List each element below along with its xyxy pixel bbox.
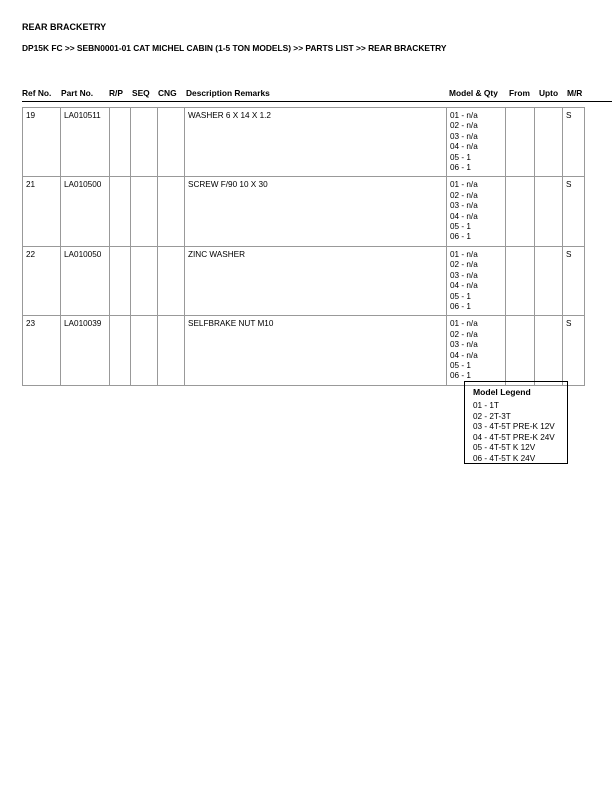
cell-upto	[535, 316, 563, 385]
header-seq: SEQ	[132, 88, 150, 98]
cell-mr: S	[563, 108, 585, 177]
model-qty-line: 04 - n/a	[450, 281, 478, 291]
cell-desc: ZINC WASHER	[185, 246, 447, 315]
cell-ref: 19	[23, 108, 61, 177]
model-qty-line: 05 - 1	[450, 360, 471, 370]
legend-title: Model Legend	[473, 387, 531, 397]
legend-item: 02 - 2T-3T	[473, 411, 511, 421]
model-qty-line: 04 - n/a	[450, 350, 478, 360]
model-qty-line: 05 - 1	[450, 291, 471, 301]
cell-seq	[131, 108, 158, 177]
page-title: REAR BRACKETRY	[22, 22, 107, 32]
cell-rp	[110, 108, 131, 177]
cell-upto	[535, 177, 563, 246]
legend-item: 01 - 1T	[473, 401, 499, 410]
model-qty-line: 01 - n/a	[450, 111, 478, 120]
legend-item: 04 - 4T-5T PRE-K 24V	[473, 432, 555, 442]
model-qty-line: 02 - n/a	[450, 329, 478, 339]
cell-from	[506, 108, 535, 177]
cell-from	[506, 177, 535, 246]
model-qty-line: 03 - n/a	[450, 340, 478, 350]
cell-seq	[131, 177, 158, 246]
legend-item: 05 - 4T-5T K 12V	[473, 443, 536, 452]
cell-seq	[131, 316, 158, 385]
model-qty-line: 06 - 1	[450, 163, 471, 173]
breadcrumb: DP15K FC >> SEBN0001-01 CAT MICHEL CABIN (1-5 TON MODELS) >> PARTS LIST >> REAR BRACKETRY	[22, 43, 447, 53]
cell-from	[506, 246, 535, 315]
model-qty-line: 01 - n/a	[450, 249, 478, 259]
cell-model-qty	[447, 177, 506, 246]
cell-rp	[110, 177, 131, 246]
legend-items	[465, 401, 567, 464]
cell-ref: 22	[23, 246, 61, 315]
model-qty-line: 02 - n/a	[450, 190, 478, 200]
header-from: From	[509, 88, 530, 98]
header-model-qty: Model & Qty	[449, 88, 498, 98]
cell-cng	[158, 316, 185, 385]
model-qty-line: 01 - n/a	[450, 319, 478, 329]
model-qty-line: 01 - n/a	[450, 180, 478, 190]
table-row	[23, 316, 585, 385]
header-description: Description Remarks	[186, 88, 270, 98]
cell-cng	[158, 246, 185, 315]
cell-ref: 23	[23, 316, 61, 385]
model-qty-line: 06 - 1	[450, 232, 471, 242]
header-upto: Upto	[539, 88, 559, 98]
model-qty-line: 05 - 1	[450, 152, 471, 162]
model-qty-line: 02 - n/a	[450, 260, 478, 270]
cell-mr: S	[563, 316, 585, 385]
model-qty-line: 04 - n/a	[450, 142, 478, 152]
legend-item: 06 - 4T-5T K 24V	[473, 453, 536, 463]
model-qty-line: 03 - n/a	[450, 270, 478, 280]
header-mr: M/R	[567, 88, 583, 98]
cell-model-qty	[447, 246, 506, 315]
cell-rp	[110, 246, 131, 315]
model-qty-line: 03 - n/a	[450, 131, 478, 141]
header-cng: CNG	[158, 88, 177, 98]
cell-cng	[158, 108, 185, 177]
cell-mr: S	[563, 246, 585, 315]
table-row	[23, 108, 585, 177]
cell-mr: S	[563, 177, 585, 246]
table-row	[23, 177, 585, 246]
cell-seq	[131, 246, 158, 315]
legend-item: 03 - 4T-5T PRE-K 12V	[473, 422, 555, 431]
cell-desc: SELFBRAKE NUT M10	[185, 316, 447, 385]
cell-rp	[110, 316, 131, 385]
header-part-no: Part No.	[61, 88, 94, 98]
cell-part: LA010500	[61, 177, 110, 246]
header-ref-no: Ref No.	[22, 88, 52, 98]
table-row	[23, 246, 585, 315]
model-qty-line: 02 - n/a	[450, 121, 478, 131]
model-legend	[464, 381, 568, 464]
cell-ref: 21	[23, 177, 61, 246]
cell-desc: WASHER 6 X 14 X 1.2	[185, 108, 447, 177]
header-rp: R/P	[109, 88, 123, 98]
cell-part: LA010511	[61, 108, 110, 177]
model-qty-line: 06 - 1	[450, 301, 471, 311]
cell-model-qty	[447, 316, 506, 385]
cell-part: LA010050	[61, 246, 110, 315]
cell-part: LA010039	[61, 316, 110, 385]
model-qty-line: 05 - 1	[450, 222, 471, 232]
cell-upto	[535, 108, 563, 177]
model-qty-line: 04 - n/a	[450, 211, 478, 221]
cell-cng	[158, 177, 185, 246]
model-qty-line: 06 - 1	[450, 371, 471, 381]
parts-table	[22, 107, 585, 386]
model-qty-line: 03 - n/a	[450, 201, 478, 211]
header-divider	[22, 101, 612, 102]
cell-model-qty	[447, 108, 506, 177]
cell-upto	[535, 246, 563, 315]
cell-desc: SCREW F/90 10 X 30	[185, 177, 447, 246]
cell-from	[506, 316, 535, 385]
